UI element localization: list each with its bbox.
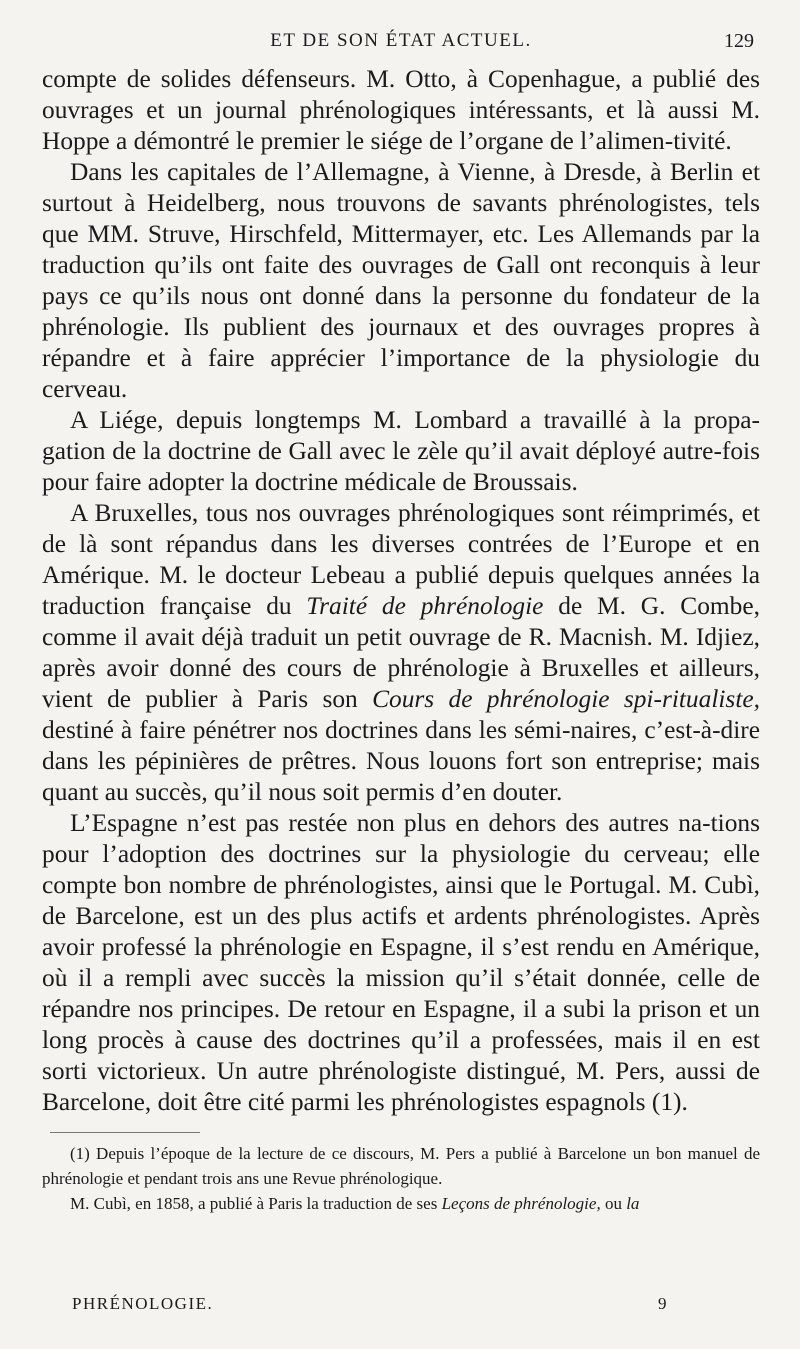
book-title-italic: Leçons de phrénologie, (441, 1194, 601, 1213)
footnote-text: M. Cubì, en 1858, a publié à Paris la traduction de ses (70, 1194, 442, 1213)
footnote: (1) Depuis l’époque de la lecture de ce discours, M. Pers a publié à Barcelone un bon manuel de phrénologie et pendant trois ans une Revue phrénologique. (42, 1144, 760, 1188)
book-title-italic: Traité de phrénologie (306, 592, 544, 620)
paragraph: L’Espagne n’est pas restée non plus en dehors des autres na-tions pour l’adoption des doctrines sur la physiologie du cerveau; elle compte bon nombre de phrénologistes, ainsi que le Portugal. M. Cubì, de Barcelone, est un des plus actifs et ardents phrénologistes. Après avoir professé la phrénologie en Espagne, il s’est rendu en Amérique, où il a rempli avec succès la mission qu’il s’était donnée, celle de répandre nos principes. De retour en Espagne, il a subi la prison et un long procès à cause des doctrines qu’il a professées, mais il en est sorti victorieux. Un autre phrénologiste distingué, M. Pers, aussi de Barcelone, doit être cité parmi les phrénologistes espagnols (1). (42, 809, 760, 1116)
footnotes (42, 1141, 760, 1216)
paragraph: A Liége, depuis longtemps M. Lombard a travaillé à la propa-gation de la doctrine de Gall avec le zèle qu’il avait déployé autre-fois pour faire adopter la doctrine médicale de Broussais. (42, 406, 760, 496)
footnote-separator (50, 1132, 200, 1133)
footnote-text: ou (600, 1194, 627, 1213)
paragraph-text: de M. G. Combe, comme il avait déjà traduit un petit ouvrage de R. Macnish. M. Idjiez, après avoir donné des cours de phrénologie à Bruxelles et ailleurs, vient de publier à Paris son (42, 592, 760, 713)
signature-number: 9 (658, 1294, 667, 1313)
body-text (42, 64, 760, 1118)
page-number: 129 (724, 30, 754, 52)
paragraph-text: A Bruxelles, tous nos ouvrages phrénologiques sont réimprimés, et de là sont répandus dans les diverses contrées de l’Europe et en Amérique. M. le docteur Lebeau a publié depuis quelques années la traduction française du (42, 499, 760, 620)
paragraph (42, 498, 760, 808)
page-header (42, 0, 760, 72)
footnote (42, 1191, 760, 1216)
book-title-italic: la (626, 1194, 640, 1213)
signature-label: PHRÉNOLOGIE. (72, 1294, 214, 1313)
running-title: ET DE SON ÉTAT ACTUEL. (270, 30, 532, 51)
book-title-italic: Cours de phrénologie spi-ritualiste, (372, 685, 760, 713)
paragraph: Dans les capitales de l’Allemagne, à Vienne, à Dresde, à Berlin et surtout à Heidelberg, nous trouvons de savants phrénologistes, tels que MM. Struve, Hirschfeld, Mittermayer, etc. Les Allemands par la traduction qu’ils ont faite des ouvrages de Gall ont reconquis à leur pays ce qu’ils nous ont donné dans la personne du fondateur de la phrénologie. Ils publient des journaux et des ouvrages propres à répandre et à faire apprécier l’importance de la physiologie du cerveau. (42, 158, 760, 403)
paragraph: compte de solides défenseurs. M. Otto, à Copenhague, a publié des ouvrages et un journal phrénologiques intéressants, et là aussi M. Hoppe a démontré le premier le siége de l’organe de l’alimen-tivité. (42, 65, 760, 155)
paragraph-text: destiné à faire pénétrer nos doctrines dans les sémi-naires, c’est-à-dire dans les pépinières de prêtres. Nous louons fort son entreprise; mais quant au succès, qu’il nous soit permis d’en douter. (42, 716, 760, 806)
